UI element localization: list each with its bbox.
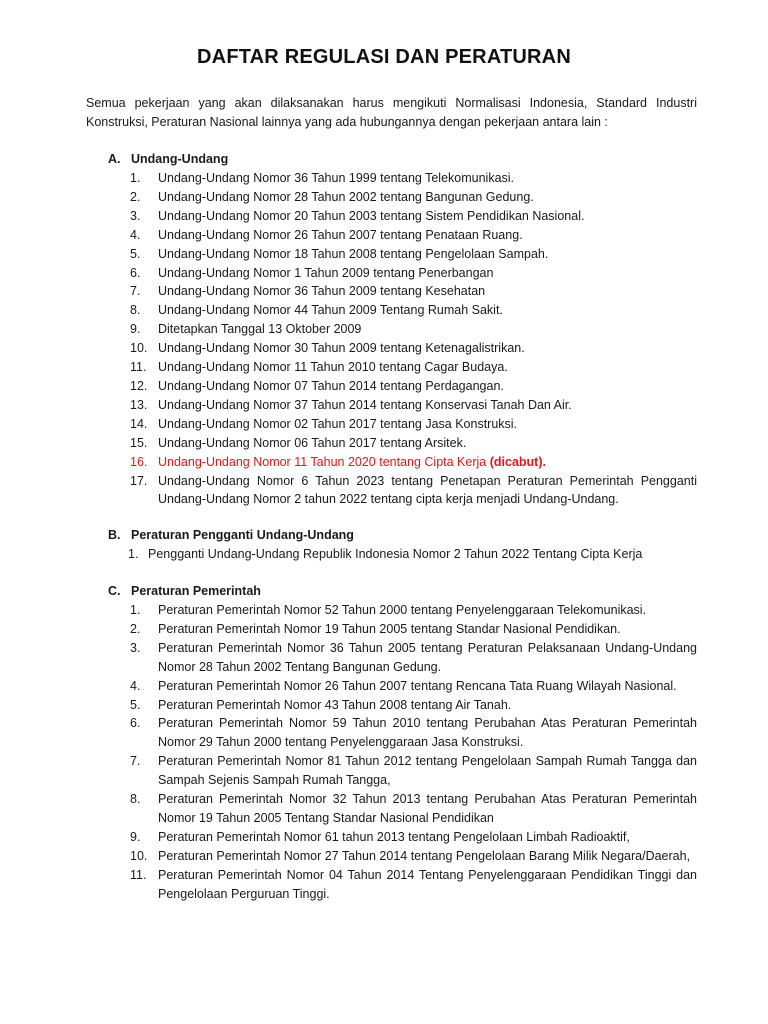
- list-item: [108, 282, 697, 301]
- item-text: Peraturan Pemerintah Nomor 27 Tahun 2014 tentang Pengelolaan Barang Milik Negara/Daerah,: [158, 848, 691, 863]
- item-text: Undang-Undang Nomor 07 Tahun 2014 tentang Perdagangan.: [158, 378, 504, 393]
- section-title: Undang-Undang: [131, 152, 229, 166]
- item-text: Undang-Undang Nomor 36 Tahun 2009 tentang Kesehatan: [158, 284, 486, 299]
- item-number: 2.: [130, 621, 141, 636]
- item-number: 16.: [130, 454, 148, 469]
- section-letter: C.: [108, 584, 121, 598]
- item-text: Undang-Undang Nomor 11 Tahun 2010 tentang Cagar Budaya.: [158, 360, 508, 375]
- item-text: Undang-Undang Nomor 06 Tahun 2017 tentang Arsitek.: [158, 435, 467, 450]
- item-number: 3.: [130, 208, 141, 223]
- item-text: Undang-Undang Nomor 6 Tahun 2023 tentang Penetapan Peraturan Pemerintah Pengganti Undang-Undang Nomor 2 tahun 2022 tentang cipta kerja menjadi Undang-Undang.: [158, 473, 697, 507]
- section-peraturan-pemerintah: [108, 582, 697, 904]
- item-text: Peraturan Pemerintah Nomor 43 Tahun 2008 tentang Air Tanah.: [158, 697, 512, 712]
- list-item: [108, 377, 697, 396]
- item-text: Undang-Undang Nomor 30 Tahun 2009 tentang Ketenagalistrikan.: [158, 341, 525, 356]
- list-item: [108, 639, 697, 677]
- item-number: 3.: [130, 640, 141, 655]
- list-item: [108, 620, 697, 639]
- item-number: 6.: [130, 716, 141, 731]
- item-number: 2.: [130, 189, 141, 204]
- item-number: 8.: [130, 792, 141, 807]
- list-item: [108, 866, 697, 904]
- item-text: Undang-Undang Nomor 02 Tahun 2017 tentang Jasa Konstruksi.: [158, 416, 518, 431]
- item-number: 10.: [130, 848, 148, 863]
- section-heading: [108, 526, 697, 545]
- list-peraturan-pemerintah: [108, 601, 697, 904]
- item-text: Undang-Undang Nomor 28 Tahun 2002 tentang Bangunan Gedung.: [158, 189, 534, 204]
- list-item: [108, 453, 697, 472]
- item-text: Undang-Undang Nomor 11 Tahun 2020 tentang Cipta Kerja: [158, 454, 490, 469]
- list-item: [108, 601, 697, 620]
- item-text: Peraturan Pemerintah Nomor 61 tahun 2013 tentang Pengelolaan Limbah Radioaktif,: [158, 829, 630, 844]
- item-text: Peraturan Pemerintah Nomor 32 Tahun 2013 tentang Perubahan Atas Peraturan Pemerintah Nomor 19 Tahun 2005 Tentang Standar Nasional Pendidikan: [158, 792, 697, 825]
- list-item: [108, 301, 697, 320]
- list-item: [108, 714, 697, 752]
- item-number: 8.: [130, 303, 141, 318]
- list-item: [108, 264, 697, 283]
- list-item: [108, 677, 697, 696]
- list-item: [108, 396, 697, 415]
- page-title: DAFTAR REGULASI DAN PERATURAN: [197, 46, 571, 68]
- list-item: [108, 415, 697, 434]
- item-number: 7.: [130, 754, 141, 769]
- item-text: Undang-Undang Nomor 20 Tahun 2003 tentang Sistem Pendidikan Nasional.: [158, 208, 585, 223]
- section-letter: B.: [108, 528, 121, 542]
- item-text: Undang-Undang Nomor 37 Tahun 2014 tentang Konservasi Tanah Dan Air.: [158, 397, 572, 412]
- list-item: [108, 188, 697, 207]
- item-number: 12.: [130, 378, 148, 393]
- item-number: 1.: [130, 603, 141, 617]
- list-item: [108, 226, 697, 245]
- section-perppu: [108, 526, 697, 564]
- item-text: Peraturan Pemerintah Nomor 81 Tahun 2012 tentang Pengelolaan Sampah Rumah Tangga dan Sampah Sejenis Sampah Rumah Tangga,: [158, 754, 697, 788]
- item-text: Peraturan Pemerintah Nomor 26 Tahun 2007 tentang Rencana Tata Ruang Wilayah Nasional.: [158, 678, 677, 693]
- item-text: Peraturan Pemerintah Nomor 36 Tahun 2005 tentang Peraturan Pelaksanaan Undang-Undang Nomor 28 Tahun 2002 Tentang Bangunan Gedung.: [158, 640, 697, 674]
- item-number: 1.: [128, 547, 139, 561]
- item-number: 13.: [130, 397, 148, 412]
- item-text: Peraturan Pemerintah Nomor 19 Tahun 2005 tentang Standar Nasional Pendidikan.: [158, 621, 621, 636]
- intro-paragraph: Semua pekerjaan yang akan dilaksanakan harus mengikuti Normalisasi Indonesia, Standard Industri Konstruksi, Peraturan Nasional lainnya yang ada hubungannya dengan pekerjaan antara lain :: [86, 96, 697, 129]
- item-number: 4.: [130, 678, 141, 693]
- item-text: Peraturan Pemerintah Nomor 52 Tahun 2000 tentang Penyelenggaraan Telekomunikasi.: [158, 603, 647, 617]
- item-number: 4.: [130, 227, 141, 242]
- list-item: [108, 320, 697, 339]
- list-item: [108, 828, 697, 847]
- list-item: [108, 752, 697, 790]
- item-text: Undang-Undang Nomor 44 Tahun 2009 Tentang Rumah Sakit.: [158, 303, 503, 318]
- item-number: 6.: [130, 265, 141, 280]
- item-text: Undang-Undang Nomor 36 Tahun 1999 tentang Telekomunikasi.: [158, 171, 515, 185]
- item-text: Undang-Undang Nomor 26 Tahun 2007 tentang Penataan Ruang.: [158, 227, 523, 242]
- item-number: 11.: [130, 360, 147, 375]
- list-item: [108, 169, 697, 188]
- item-text: Undang-Undang Nomor 1 Tahun 2009 tentang Penerbangan: [158, 265, 494, 280]
- item-number: 17.: [130, 473, 148, 488]
- item-number: 5.: [130, 697, 141, 712]
- list-item: [108, 545, 697, 564]
- item-status: (dicabut).: [489, 454, 546, 469]
- list-item: [108, 472, 697, 510]
- list-perppu: [108, 545, 697, 564]
- item-text: Pengganti Undang-Undang Republik Indonesia Nomor 2 Tahun 2022 Tentang Cipta Kerja: [148, 547, 643, 561]
- section-title: Peraturan Pemerintah: [131, 584, 261, 598]
- list-item: [108, 339, 697, 358]
- list-undang-undang: [108, 169, 697, 509]
- section-heading: [108, 150, 697, 169]
- list-item: [108, 790, 697, 828]
- item-text: Undang-Undang Nomor 18 Tahun 2008 tentang Pengelolaan Sampah.: [158, 246, 549, 261]
- section-undang-undang: [108, 150, 697, 509]
- item-number: 9.: [130, 322, 141, 337]
- item-number: 7.: [130, 284, 141, 299]
- item-number: 11.: [130, 867, 147, 882]
- section-letter: A.: [108, 152, 121, 166]
- list-item: [108, 847, 697, 866]
- list-item: [108, 696, 697, 715]
- item-text: Peraturan Pemerintah Nomor 04 Tahun 2014 Tentang Penyelenggaraan Pendidikan Tinggi dan Pengelolaan Perguruan Tinggi.: [158, 867, 697, 901]
- list-item: [108, 434, 697, 453]
- item-number: 5.: [130, 246, 141, 261]
- section-heading: [108, 582, 697, 601]
- item-number: 15.: [130, 435, 148, 450]
- item-number: 1.: [130, 171, 141, 185]
- item-text: Ditetapkan Tanggal 13 Oktober 2009: [158, 322, 362, 337]
- section-title: Peraturan Pengganti Undang-Undang: [131, 528, 354, 542]
- item-number: 10.: [130, 341, 148, 356]
- list-item: [108, 245, 697, 264]
- list-item: [108, 358, 697, 377]
- item-number: 9.: [130, 829, 141, 844]
- item-text: Peraturan Pemerintah Nomor 59 Tahun 2010 tentang Perubahan Atas Peraturan Pemerintah Nomor 29 Tahun 2000 tentang Penyelenggaraan Jasa Konstruksi.: [158, 716, 697, 750]
- item-number: 14.: [130, 416, 148, 431]
- list-item: [108, 207, 697, 226]
